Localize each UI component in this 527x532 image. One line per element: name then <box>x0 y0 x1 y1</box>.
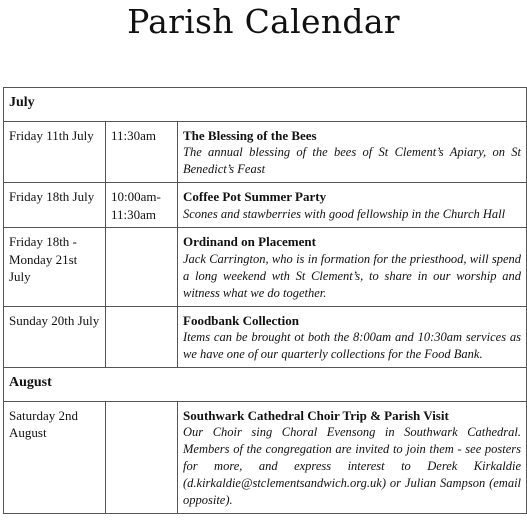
event-title: Coffee Pot Summer Party <box>183 189 327 204</box>
calendar-table <box>3 87 527 514</box>
month-row-july <box>4 88 527 122</box>
event-row <box>4 306 527 368</box>
event-description: Our Choir sing Choral Evensong in Southwark Cathedral. Members of the congregation are invited to join them - see posters for more, and express interest to Derek Kirkaldie (d.kirkaldie@stclementsandwich.org.uk) or Julian Sampson (email opposite). <box>183 425 522 507</box>
event-details <box>178 306 527 368</box>
event-time: 11:30am <box>106 121 178 183</box>
event-row <box>4 121 527 183</box>
event-details <box>178 121 527 183</box>
event-time <box>106 401 178 514</box>
event-date: Friday 18th - Monday 21st July <box>4 228 106 307</box>
page-title: Parish Calendar <box>127 2 400 41</box>
event-details <box>178 183 527 228</box>
event-date: Saturday 2nd August <box>4 401 106 514</box>
month-heading: August <box>4 368 527 402</box>
month-row-august <box>4 368 527 402</box>
event-row <box>4 183 527 228</box>
event-date: Friday 11th July <box>4 121 106 183</box>
event-row <box>4 401 527 514</box>
event-description: Jack Carrington, who is in formation for the priesthood, will spend a long weekend wth St Clement’s, to share in our worship and witness what we do together. <box>183 251 522 300</box>
event-title: Foodbank Collection <box>183 312 299 328</box>
event-row <box>4 228 527 307</box>
event-description: Items can be brought ot both the 8:00am and 10:30am services as we have one of our quarterly collections for the Food Bank. <box>183 330 522 361</box>
event-time <box>106 228 178 307</box>
event-title: Southwark Cathedral Choir Trip & Parish Visit <box>183 407 449 423</box>
event-description: Scones and stawberries with good fellowship in the Church Hall <box>183 206 506 221</box>
month-heading: July <box>4 88 527 122</box>
event-description: The annual blessing of the bees of St Clement’s Apiary, on St Benedict’s Feast <box>183 145 522 176</box>
event-details <box>178 228 527 307</box>
event-time <box>106 306 178 368</box>
event-time: 10:00am-11:30am <box>106 183 178 228</box>
event-title: The Blessing of the Bees <box>183 127 317 143</box>
event-date: Sunday 20th July <box>4 306 106 368</box>
event-details <box>178 401 527 514</box>
event-date: Friday 18th July <box>4 183 106 228</box>
event-title: Ordinand on Placement <box>183 234 316 249</box>
